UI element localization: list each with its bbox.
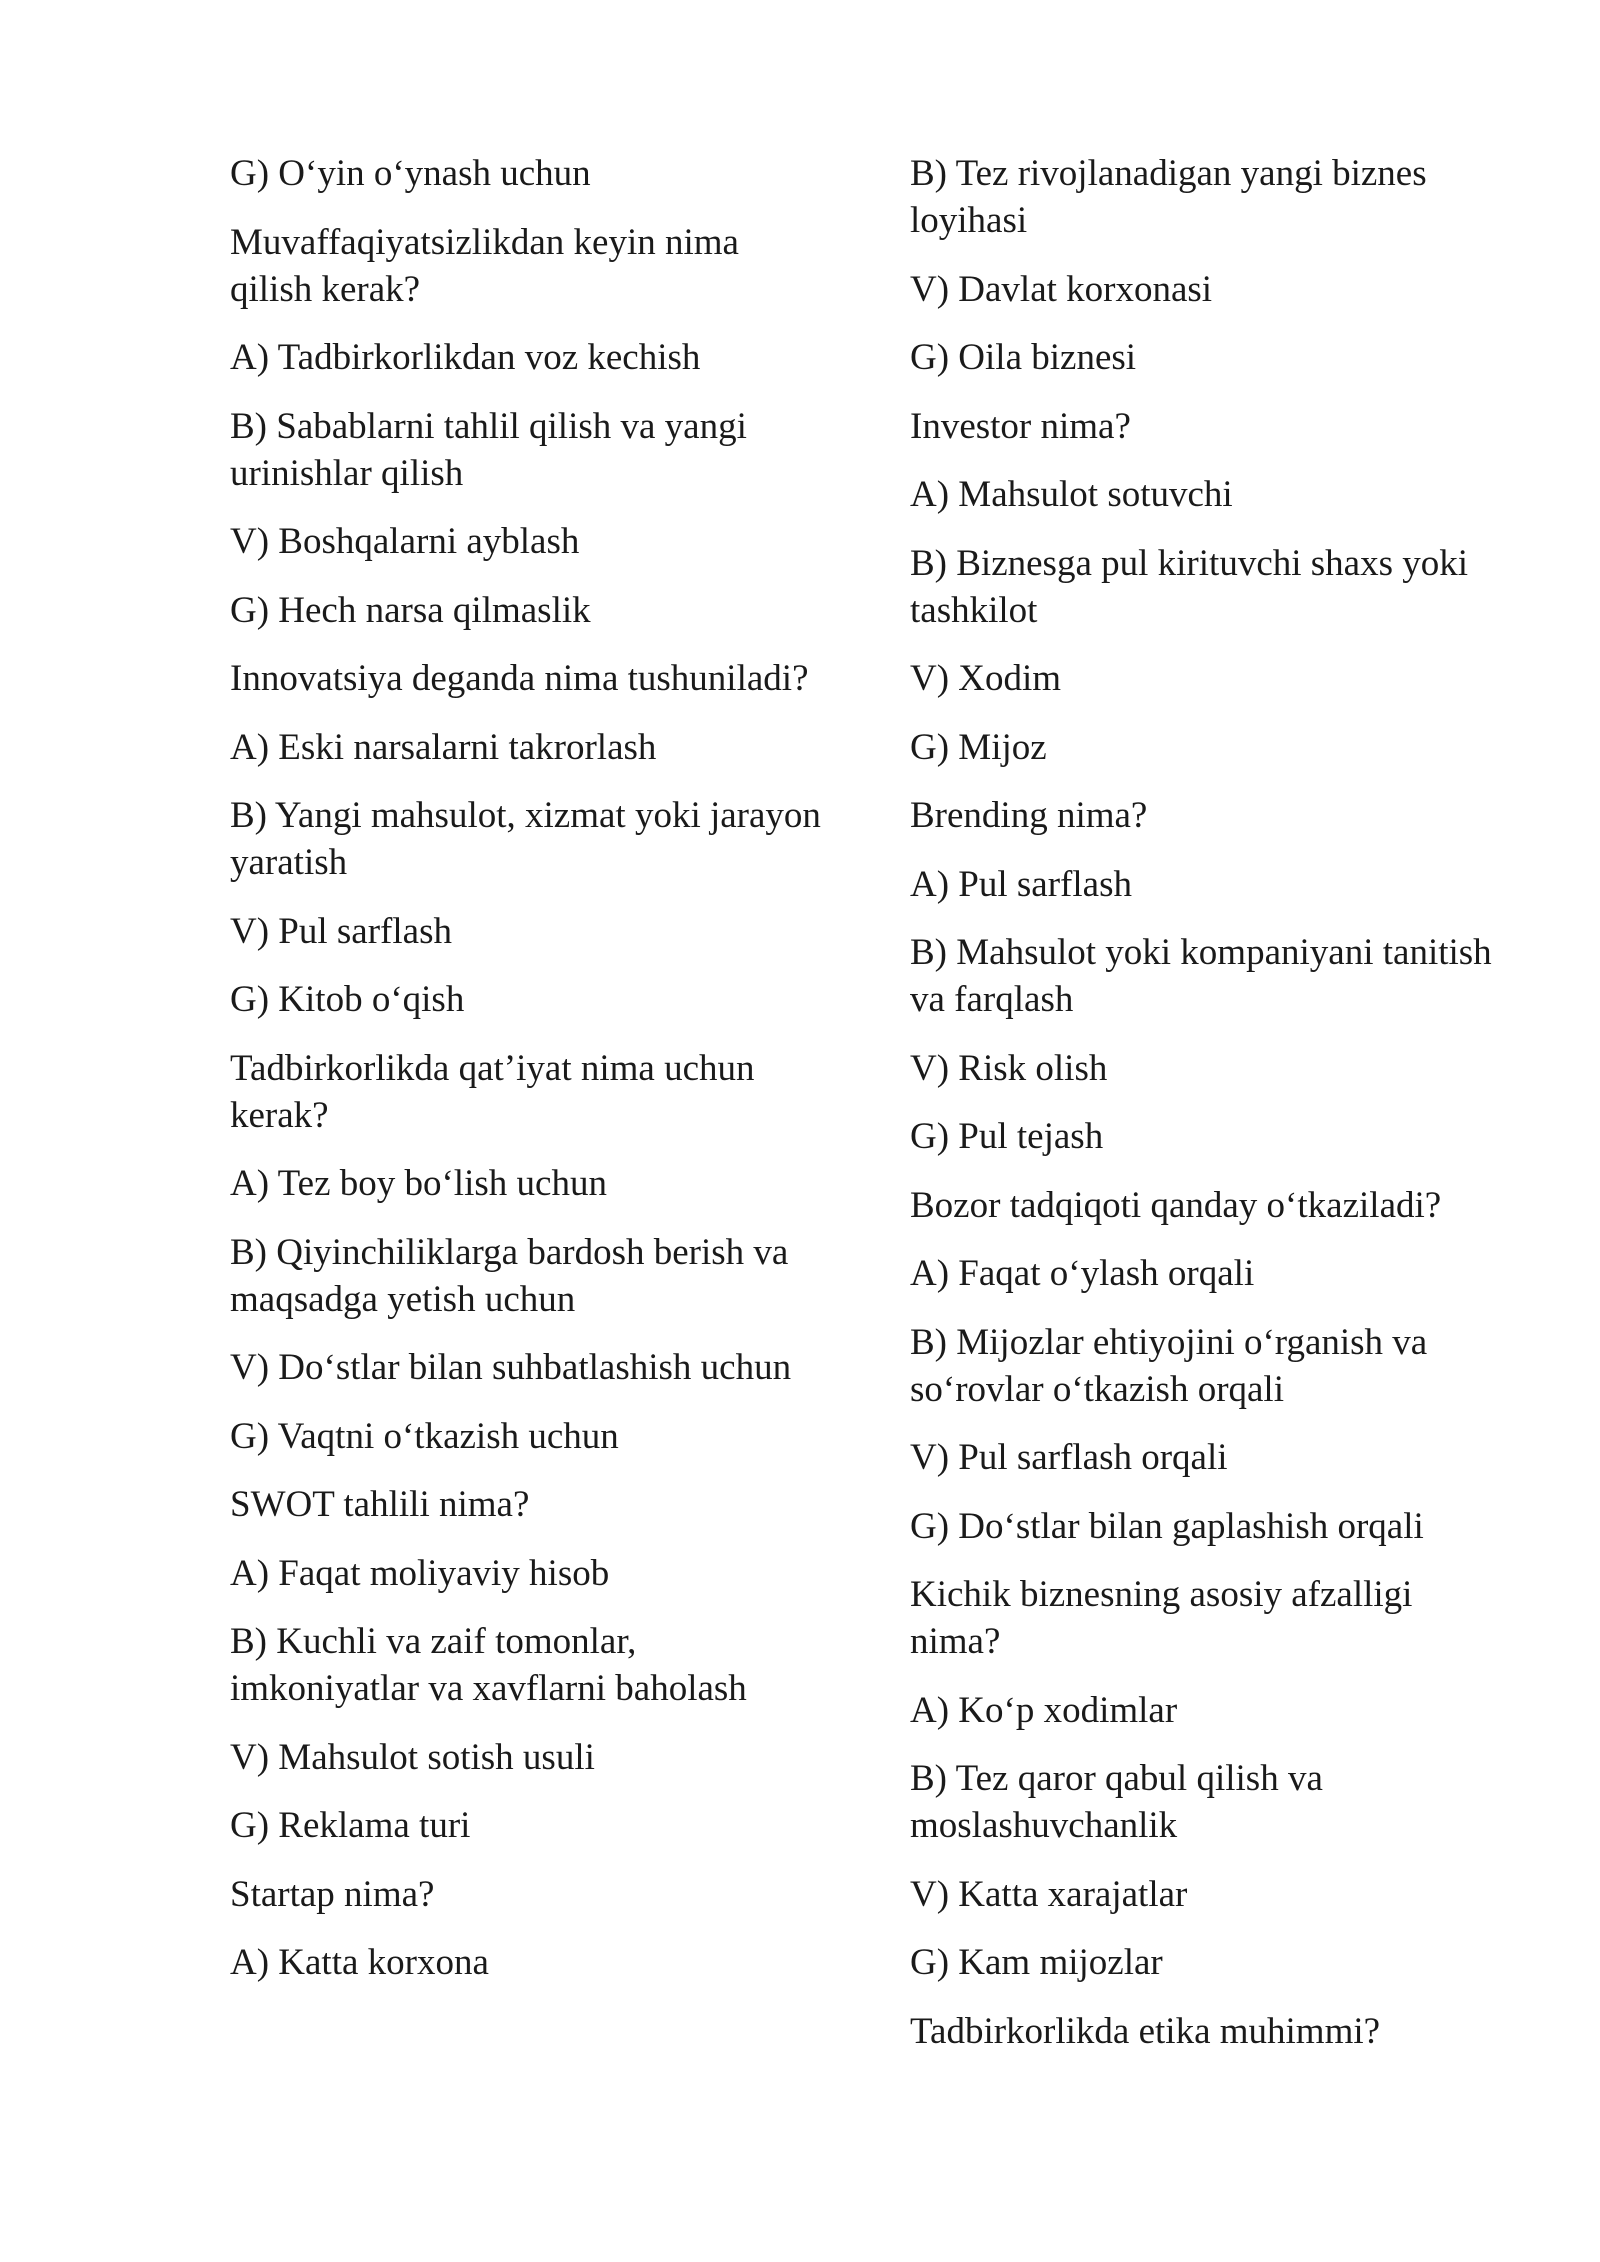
answer-option: A) Faqat o‘ylash orqali <box>910 1253 1255 1294</box>
answer-option: A) Faqat moliyaviy hisob <box>230 1552 610 1594</box>
question-text: Tadbirkorlikda qat’iyat nima uchun kerak? <box>230 1047 755 1136</box>
answer-option: A) Ko‘p xodimlar <box>910 1689 1178 1731</box>
answer-option: G) Kitob o‘qish <box>230 979 465 1020</box>
answer-option: V) Pul sarflash <box>230 910 452 952</box>
answer-option: B) Yangi mahsulot, xizmat yoki jarayon yaratish <box>230 795 821 883</box>
answer-option: V) Boshqalarni ayblash <box>230 521 580 562</box>
answer-option: V) Katta xarajatlar <box>910 1873 1188 1915</box>
question-text: Kichik biznesning asosiy afzalligi nima? <box>910 1574 1413 1662</box>
answer-option: V) Do‘stlar bilan suhbatlashish uchun <box>230 1347 792 1388</box>
answer-option: G) Vaqtni o‘tkazish uchun <box>230 1415 619 1457</box>
question-text: SWOT tahlili nima? <box>230 1484 530 1525</box>
answer-option: G) Oila biznesi <box>910 337 1137 378</box>
answer-option: A) Tadbirkorlikdan voz kechish <box>230 337 701 378</box>
answer-option: A) Katta korxona <box>230 1942 489 1983</box>
question-text: Muvaffaqiyatsizlikdan keyin nima qilish kerak? <box>230 221 739 310</box>
answer-option: B) Qiyinchiliklarga bardosh berish va maqsadga yetish uchun <box>230 1231 789 1320</box>
question-text: Innovatsiya deganda nima tushuniladi? <box>230 658 809 699</box>
answer-option: G) Reklama turi <box>230 1805 471 1846</box>
answer-option: V) Mahsulot sotish usuli <box>230 1736 595 1778</box>
left-column <box>230 150 830 2008</box>
question-text: Tadbirkorlikda etika muhimmi? <box>910 2010 1381 2052</box>
answer-option: B) Tez rivojlanadigan yangi biznes loyihasi <box>910 153 1427 241</box>
answer-option: B) Tez qaror qabul qilish va moslashuvchanlik <box>910 1758 1323 1846</box>
answer-option: G) Hech narsa qilmaslik <box>230 589 591 631</box>
answer-option: G) Pul tejash <box>910 1116 1104 1157</box>
answer-option: G) Do‘stlar bilan gaplashish orqali <box>910 1505 1424 1547</box>
answer-option: G) O‘yin o‘ynash uchun <box>230 153 591 194</box>
answer-option: A) Pul sarflash <box>910 863 1132 905</box>
answer-option: V) Xodim <box>910 658 1062 699</box>
answer-option: A) Tez boy bo‘lish uchun <box>230 1163 607 1204</box>
answer-option: B) Sabablarni tahlil qilish va yangi urinishlar qilish <box>230 405 747 494</box>
answer-option: G) Kam mijozlar <box>910 1942 1163 1983</box>
question-text: Investor nima? <box>910 405 1131 447</box>
question-text: Startap nima? <box>230 1873 435 1915</box>
question-text: Bozor tadqiqoti qanday o‘tkaziladi? <box>910 1184 1442 1226</box>
answer-option: A) Mahsulot sotuvchi <box>910 474 1233 515</box>
answer-option: B) Mijozlar ehtiyojini o‘rganish va so‘rovlar o‘tkazish orqali <box>910 1321 1428 1410</box>
answer-option: V) Davlat korxonasi <box>910 268 1213 310</box>
right-column <box>910 150 1510 2076</box>
answer-option: V) Risk olish <box>910 1047 1108 1089</box>
answer-option: B) Mahsulot yoki kompaniyani tanitish va farqlash <box>910 932 1492 1020</box>
answer-option: A) Eski narsalarni takrorlash <box>230 726 657 768</box>
question-text: Brending nima? <box>910 795 1148 836</box>
answer-option: B) Kuchli va zaif tomonlar, imkoniyatlar va xavflarni baholash <box>230 1621 747 1709</box>
answer-option: B) Biznesga pul kirituvchi shaxs yoki tashkilot <box>910 542 1469 631</box>
answer-option: V) Pul sarflash orqali <box>910 1437 1228 1478</box>
answer-option: G) Mijoz <box>910 726 1047 768</box>
